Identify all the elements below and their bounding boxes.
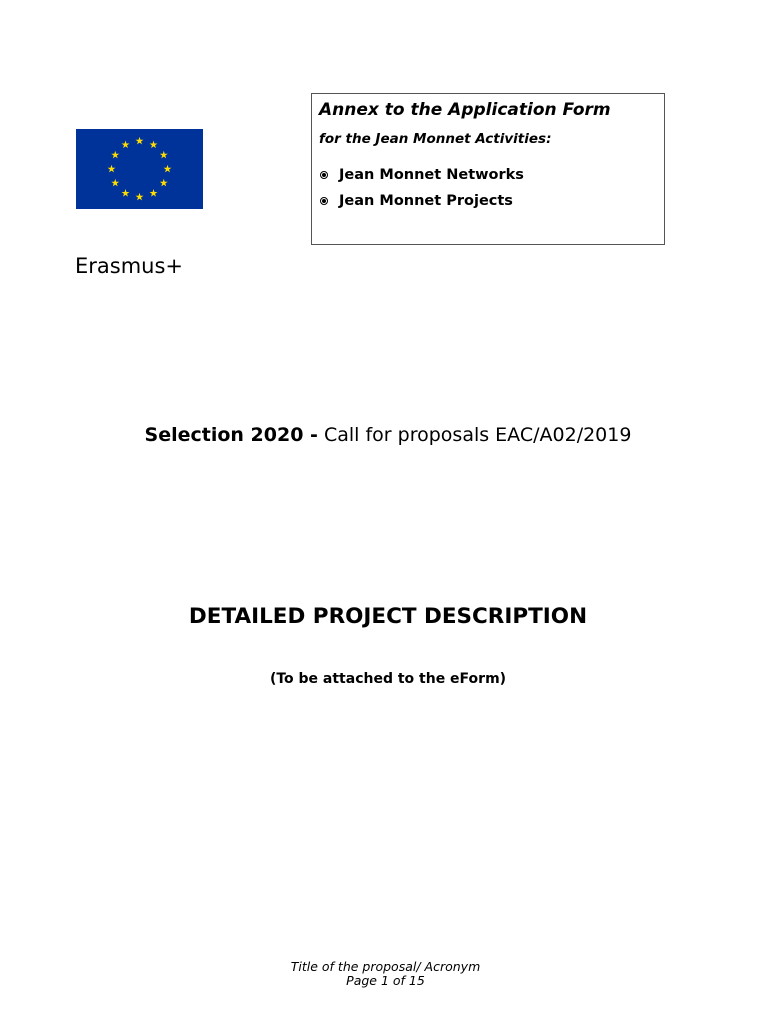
selection-heading	[0, 424, 770, 446]
program-name: Erasmus+	[75, 254, 184, 278]
page-number: Page 1 of 15	[346, 973, 425, 988]
flag-star-icon	[122, 189, 130, 197]
flag-star-icon	[136, 193, 144, 201]
flag-star-icon	[160, 151, 168, 159]
flag-star-icon	[164, 165, 172, 173]
annex-title: Annex to the Application Form	[319, 100, 611, 120]
list-item	[320, 188, 524, 214]
flag-star-icon	[136, 137, 144, 145]
page-title: DETAILED PROJECT DESCRIPTION	[188, 604, 588, 629]
flag-star-icon	[150, 141, 158, 149]
flag-star-icon	[122, 141, 130, 149]
selection-year: Selection 2020 -	[144, 424, 318, 446]
flag-star-icon	[150, 189, 158, 197]
list-item-label: Jean Monnet Projects	[339, 193, 513, 209]
flag-star-icon	[111, 151, 119, 159]
attachment-note: (To be attached to the eForm)	[269, 671, 507, 687]
list-item	[320, 162, 524, 188]
bullet-icon	[320, 197, 328, 205]
page-footer	[0, 960, 770, 988]
annex-box	[311, 93, 665, 245]
call-reference: Call for proposals EAC/A02/2019	[323, 424, 632, 446]
annex-subtitle: for the Jean Monnet Activities:	[319, 131, 552, 147]
flag-star-icon	[160, 179, 168, 187]
flag-star-icon	[111, 179, 119, 187]
bullet-icon	[320, 171, 328, 179]
list-item-label: Jean Monnet Networks	[339, 167, 524, 183]
eu-flag-icon	[76, 129, 203, 209]
flag-star-icon	[108, 165, 116, 173]
activity-list	[320, 162, 524, 214]
footer-title: Title of the proposal/ Acronym	[290, 959, 481, 974]
